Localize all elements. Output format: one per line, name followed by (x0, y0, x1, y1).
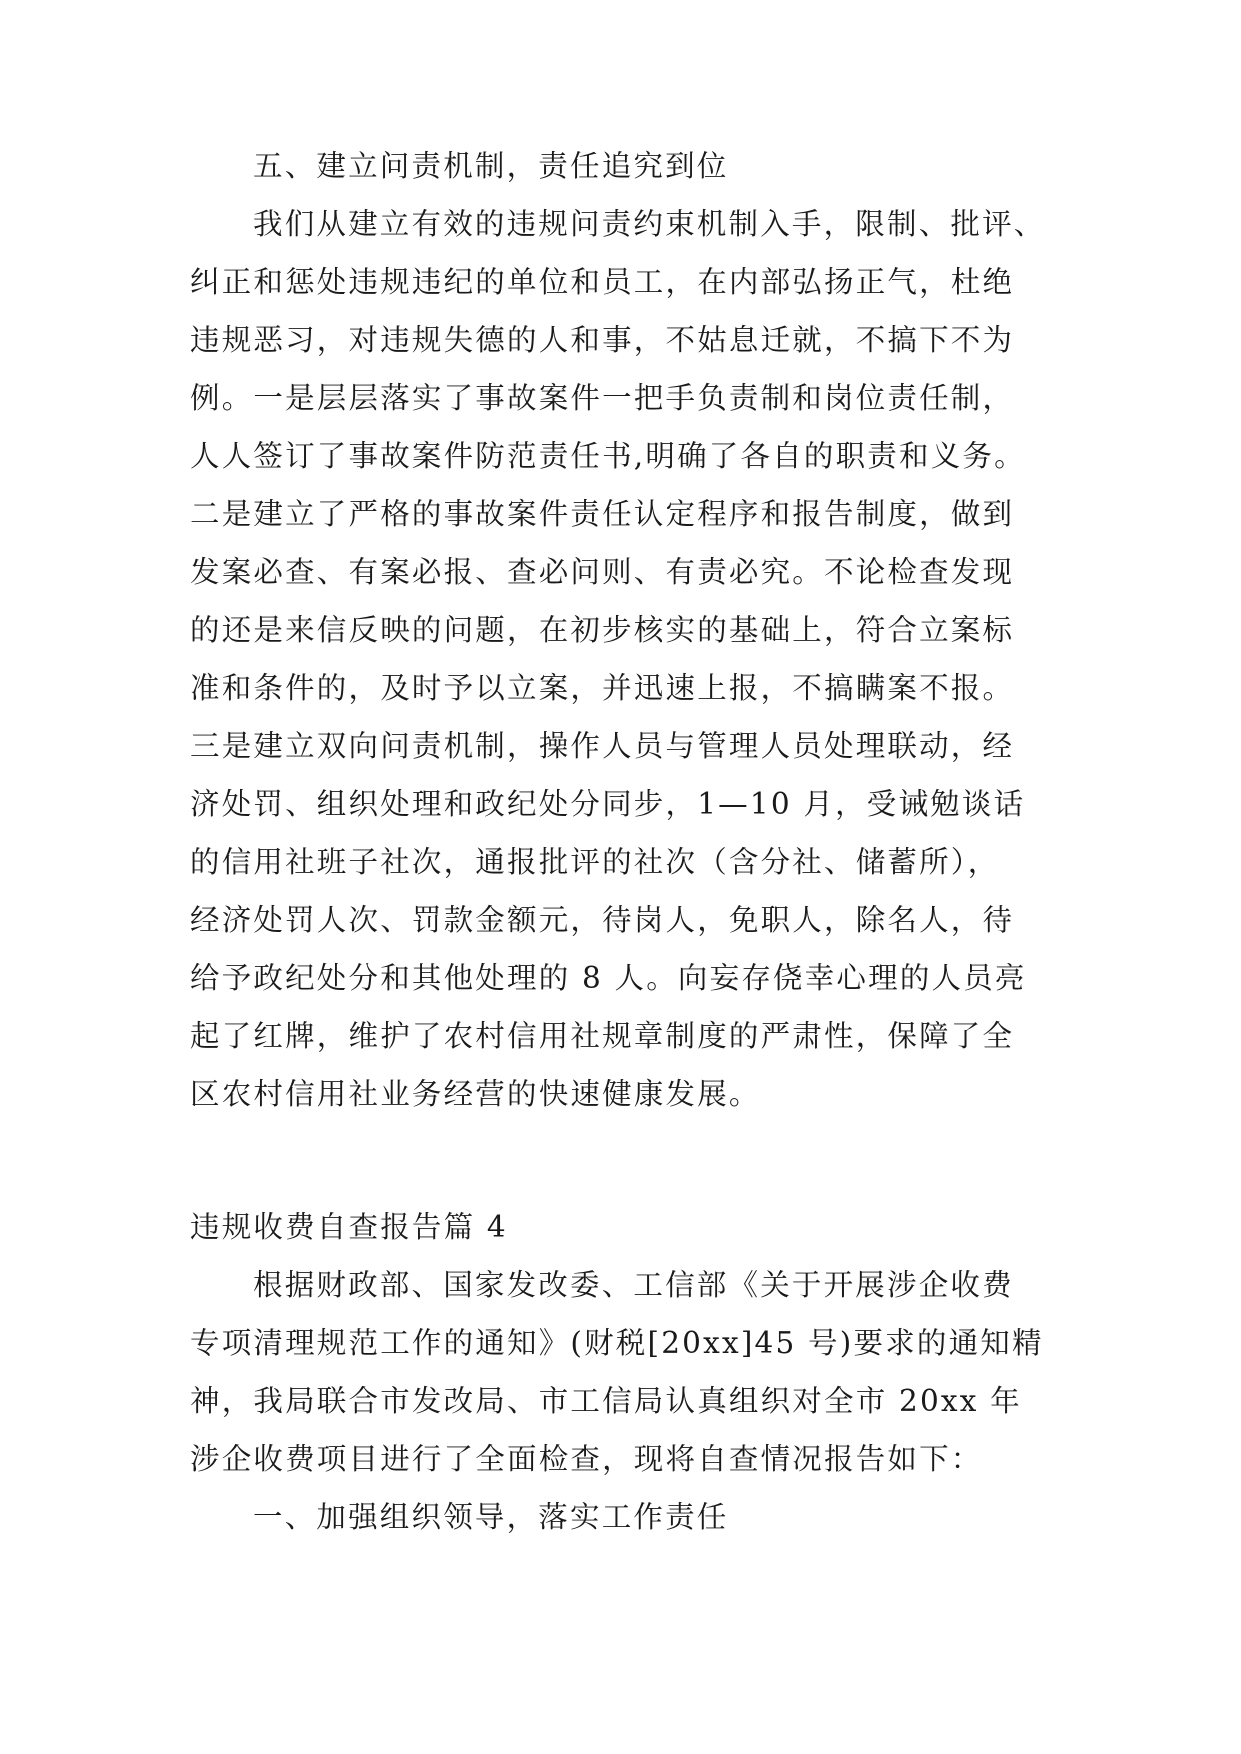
paragraph-line: 违规恶习，对违规失德的人和事，不姑息迁就，不搞下不为 (190, 323, 1015, 357)
section-heading: 五、建立问责机制，责任追究到位 (253, 149, 729, 183)
paragraph-line: 准和条件的，及时予以立案，并迅速上报，不搞瞒案不报。 (190, 671, 1015, 705)
paragraph-line: 发案必查、有案必报、查必问则、有责必究。不论检查发现 (190, 555, 1015, 589)
paragraph-line: 专项清理规范工作的通知》(财税[20xx]45 号)要求的通知精 (190, 1326, 1044, 1360)
section-title: 违规收费自查报告篇 4 (190, 1210, 508, 1244)
paragraph-line: 涉企收费项目进行了全面检查，现将自查情况报告如下： (190, 1442, 983, 1476)
paragraph-line: 给予政纪处分和其他处理的 8 人。向妄存侥幸心理的人员亮 (190, 961, 1027, 995)
paragraph-line: 例。一是层层落实了事故案件一把手负责制和岗位责任制， (190, 381, 1015, 415)
paragraph-line: 起了红牌，维护了农村信用社规章制度的严肃性，保障了全 (190, 1019, 1015, 1053)
section-two (190, 1198, 1050, 1546)
section-subheading: 一、加强组织领导，落实工作责任 (253, 1500, 729, 1534)
paragraph-line: 我们从建立有效的违规问责约束机制入手，限制、批评、 (253, 207, 1046, 241)
paragraph-line: 二是建立了严格的事故案件责任认定程序和报告制度，做到 (190, 497, 1015, 531)
paragraph-line: 三是建立双向问责机制，操作人员与管理人员处理联动，经 (190, 729, 1015, 763)
paragraph-line: 人人签订了事故案件防范责任书,明确了各自的职责和义务。 (190, 439, 1026, 473)
paragraph-line: 济处罚、组织处理和政纪处分同步，1—10 月，受诫勉谈话 (190, 787, 1026, 821)
paragraph-line: 的信用社班子社次，通报批评的社次（含分社、储蓄所）， (190, 845, 1000, 879)
paragraph-line: 纠正和惩处违规违纪的单位和员工，在内部弘扬正气，杜绝 (190, 265, 1015, 299)
paragraph-line: 根据财政部、国家发改委、工信部《关于开展涉企收费 (253, 1268, 1014, 1302)
paragraph-line: 经济处罚人次、罚款金额元，待岗人，免职人，除名人，待 (190, 903, 1015, 937)
paragraph-line: 的还是来信反映的问题，在初步核实的基础上，符合立案标 (190, 613, 1015, 647)
paragraph-line: 区农村信用社业务经营的快速健康发展。 (190, 1077, 761, 1111)
section-one (190, 137, 1050, 1123)
paragraph-line: 神，我局联合市发改局、市工信局认真组织对全市 20xx 年 (190, 1384, 1022, 1418)
